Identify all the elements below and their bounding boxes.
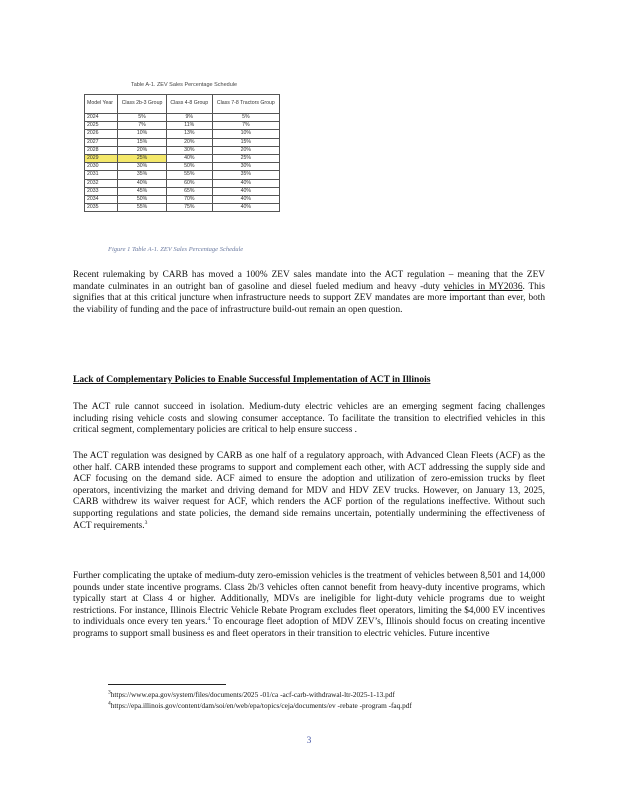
footnote-ref-3: 3 xyxy=(144,519,148,526)
paragraph-incentives xyxy=(73,571,545,641)
table-cell: 2028 xyxy=(85,146,118,154)
table-cell: 7% xyxy=(118,122,167,130)
table-cell: 20% xyxy=(212,146,279,154)
p3-text: The ACT regulation was designed by CARB as one half of a regulatory approach, with Advanced Clean Fleets (ACF) as the other half. CARB intended these programs to support and complement each other, with ACT addressing the supply side and ACF focusing on the demand side. ACF aimed to ensure the adoption and utilization of zero-emission trucks by fleet operators, incentivizing the market and driving demand for MDV and HDV ZEV trucks. However, on January 13, 2025, CARB withdrew its waiver request for ACF, which renders the ACF portion of the regulations ineffective. Without such supporting regulations and state policies, the demand side remains uncertain, potentially undermining the effectiveness of ACT requirements. xyxy=(73,451,545,531)
table-cell: 35% xyxy=(212,171,279,179)
paragraph-act-isolation: The ACT rule cannot succeed in isolation. Medium-duty electric vehicles are an emerging segment facing challenges including rising vehicle costs and slowing consumer acceptance. To facilitate the transition to electrified vehicles in this critical segment, complementary policies are critical to help ensure success . xyxy=(73,402,545,436)
table-cell: 20% xyxy=(166,138,212,146)
table-cell: 2026 xyxy=(85,130,118,138)
header-model-year: Model Year xyxy=(85,95,118,114)
table-row xyxy=(85,138,280,146)
table-cell: 40% xyxy=(212,179,279,187)
table-cell: 11% xyxy=(166,122,212,130)
footnote-4-link[interactable]: https://epa.illinois.gov/content/dam/soi/en/web/epa/topics/ceja/documents/ev -rebate -program -faq.pdf xyxy=(110,701,412,710)
table-cell: 2032 xyxy=(85,179,118,187)
table-cell: 5% xyxy=(118,114,167,122)
table-title: Table A-1. ZEV Sales Percentage Schedule xyxy=(130,82,238,88)
figure-caption: Figure 1 Table A-1. ZEV Sales Percentage Schedule xyxy=(108,246,244,253)
table-cell: 30% xyxy=(118,163,167,171)
table-body xyxy=(85,114,280,212)
table-cell: 40% xyxy=(212,204,279,212)
table-cell: 2035 xyxy=(85,204,118,212)
p4-text-a: Further complicating the uptake of medium-duty zero-emission vehicles is the treatment of vehicles between 8,501 and 14,000 pounds under state incentive programs. Class 2b/3 vehicles often cannot benefit from heavy-duty incentive programs, which typically start at Class 4 or higher. Additionally, MDVs are ineligible for light-duty vehicle programs due to weight restrictions. For instance, Illinois Electric Vehicle Rebate Program excludes fleet operators, limiting the $4,000 EV incentives to individuals once every ten years. xyxy=(73,571,545,628)
table-cell: 7% xyxy=(212,122,279,130)
table-cell: 70% xyxy=(166,195,212,203)
table-row xyxy=(85,171,280,179)
table-cell: 75% xyxy=(166,204,212,212)
header-class-78: Class 7-8 Tractors Group xyxy=(212,95,279,114)
table-header-row xyxy=(85,95,280,114)
table-cell: 50% xyxy=(118,195,167,203)
p4-text-b: To encourage fleet adoption of MDV ZEV’s, Illinois should focus on creating incentive programs to support small business es and fleet operators in their transition to electric vehicles. Future incentive xyxy=(73,617,546,639)
table-cell: 25% xyxy=(118,154,167,162)
footnote-divider xyxy=(108,684,226,685)
table-row xyxy=(85,163,280,171)
p1-text-a: Recent rulemaking by CARB has moved a 100% ZEV sales mandate into the ACT regulation – meaning that the ZEV mandate culminates in an outright ban of gasoline and diesel fueled medium and heavy -duty xyxy=(73,270,545,292)
table-cell: 30% xyxy=(212,163,279,171)
table-cell: 2030 xyxy=(85,163,118,171)
footnote-4 xyxy=(108,701,548,711)
table-cell: 10% xyxy=(118,130,167,138)
table-row xyxy=(85,204,280,212)
table-cell: 2033 xyxy=(85,187,118,195)
table-cell: 55% xyxy=(166,171,212,179)
footnote-3 xyxy=(108,690,548,700)
table-cell: 55% xyxy=(118,204,167,212)
p1-text-b: . This signifies that at this critical juncture when infrastructure needs to support ZEV mandates are more important than ever, both the viability of funding and the pace of infrastructure build-out remain an open question. xyxy=(73,281,545,315)
p1-underlined: vehicles in MY2036 xyxy=(443,281,523,292)
table-row xyxy=(85,154,280,162)
table-row xyxy=(85,179,280,187)
table-cell: 2031 xyxy=(85,171,118,179)
table-cell: 2024 xyxy=(85,114,118,122)
zev-schedule-table xyxy=(84,94,280,212)
table-cell: 20% xyxy=(118,146,167,154)
table-cell: 25% xyxy=(212,154,279,162)
table-row xyxy=(85,146,280,154)
table-cell: 65% xyxy=(166,187,212,195)
header-class-48: Class 4-8 Group xyxy=(166,95,212,114)
table-row xyxy=(85,187,280,195)
table-cell: 9% xyxy=(166,114,212,122)
section-heading: Lack of Complementary Policies to Enable Successful Implementation of ACT in Illinois xyxy=(73,375,431,385)
table-cell: 2027 xyxy=(85,138,118,146)
table-cell: 30% xyxy=(166,146,212,154)
paragraph-act-acf xyxy=(73,451,545,532)
table-cell: 15% xyxy=(212,138,279,146)
table-row xyxy=(85,114,280,122)
table-cell: 2034 xyxy=(85,195,118,203)
table-cell: 40% xyxy=(212,187,279,195)
table-cell: 45% xyxy=(118,187,167,195)
table-cell: 60% xyxy=(166,179,212,187)
table-cell: 40% xyxy=(166,154,212,162)
table-row xyxy=(85,122,280,130)
table-cell: 40% xyxy=(212,195,279,203)
table-cell: 35% xyxy=(118,171,167,179)
page-number: 3 xyxy=(306,736,312,746)
table-cell: 50% xyxy=(166,163,212,171)
table-row xyxy=(85,130,280,138)
header-class-2b3: Class 2b-3 Group xyxy=(118,95,167,114)
footnote-3-num: 3 xyxy=(108,689,111,696)
table-cell: 2029 xyxy=(85,154,118,162)
table-cell: 5% xyxy=(212,114,279,122)
table-cell: 15% xyxy=(118,138,167,146)
table-cell: 10% xyxy=(212,130,279,138)
table-row xyxy=(85,195,280,203)
footnote-4-num: 4 xyxy=(108,700,111,707)
zev-schedule-table-image xyxy=(84,80,284,228)
table-cell: 13% xyxy=(166,130,212,138)
paragraph-carb-mandate xyxy=(73,270,545,316)
footnote-ref-4: 4 xyxy=(207,616,211,623)
table-cell: 40% xyxy=(118,179,167,187)
table-cell: 2025 xyxy=(85,122,118,130)
footnote-3-link[interactable]: https://www.epa.gov/system/files/documents/2025 -01/ca -acf-carb-withdrawal-ltr-2025-1-13.pdf xyxy=(110,690,395,699)
